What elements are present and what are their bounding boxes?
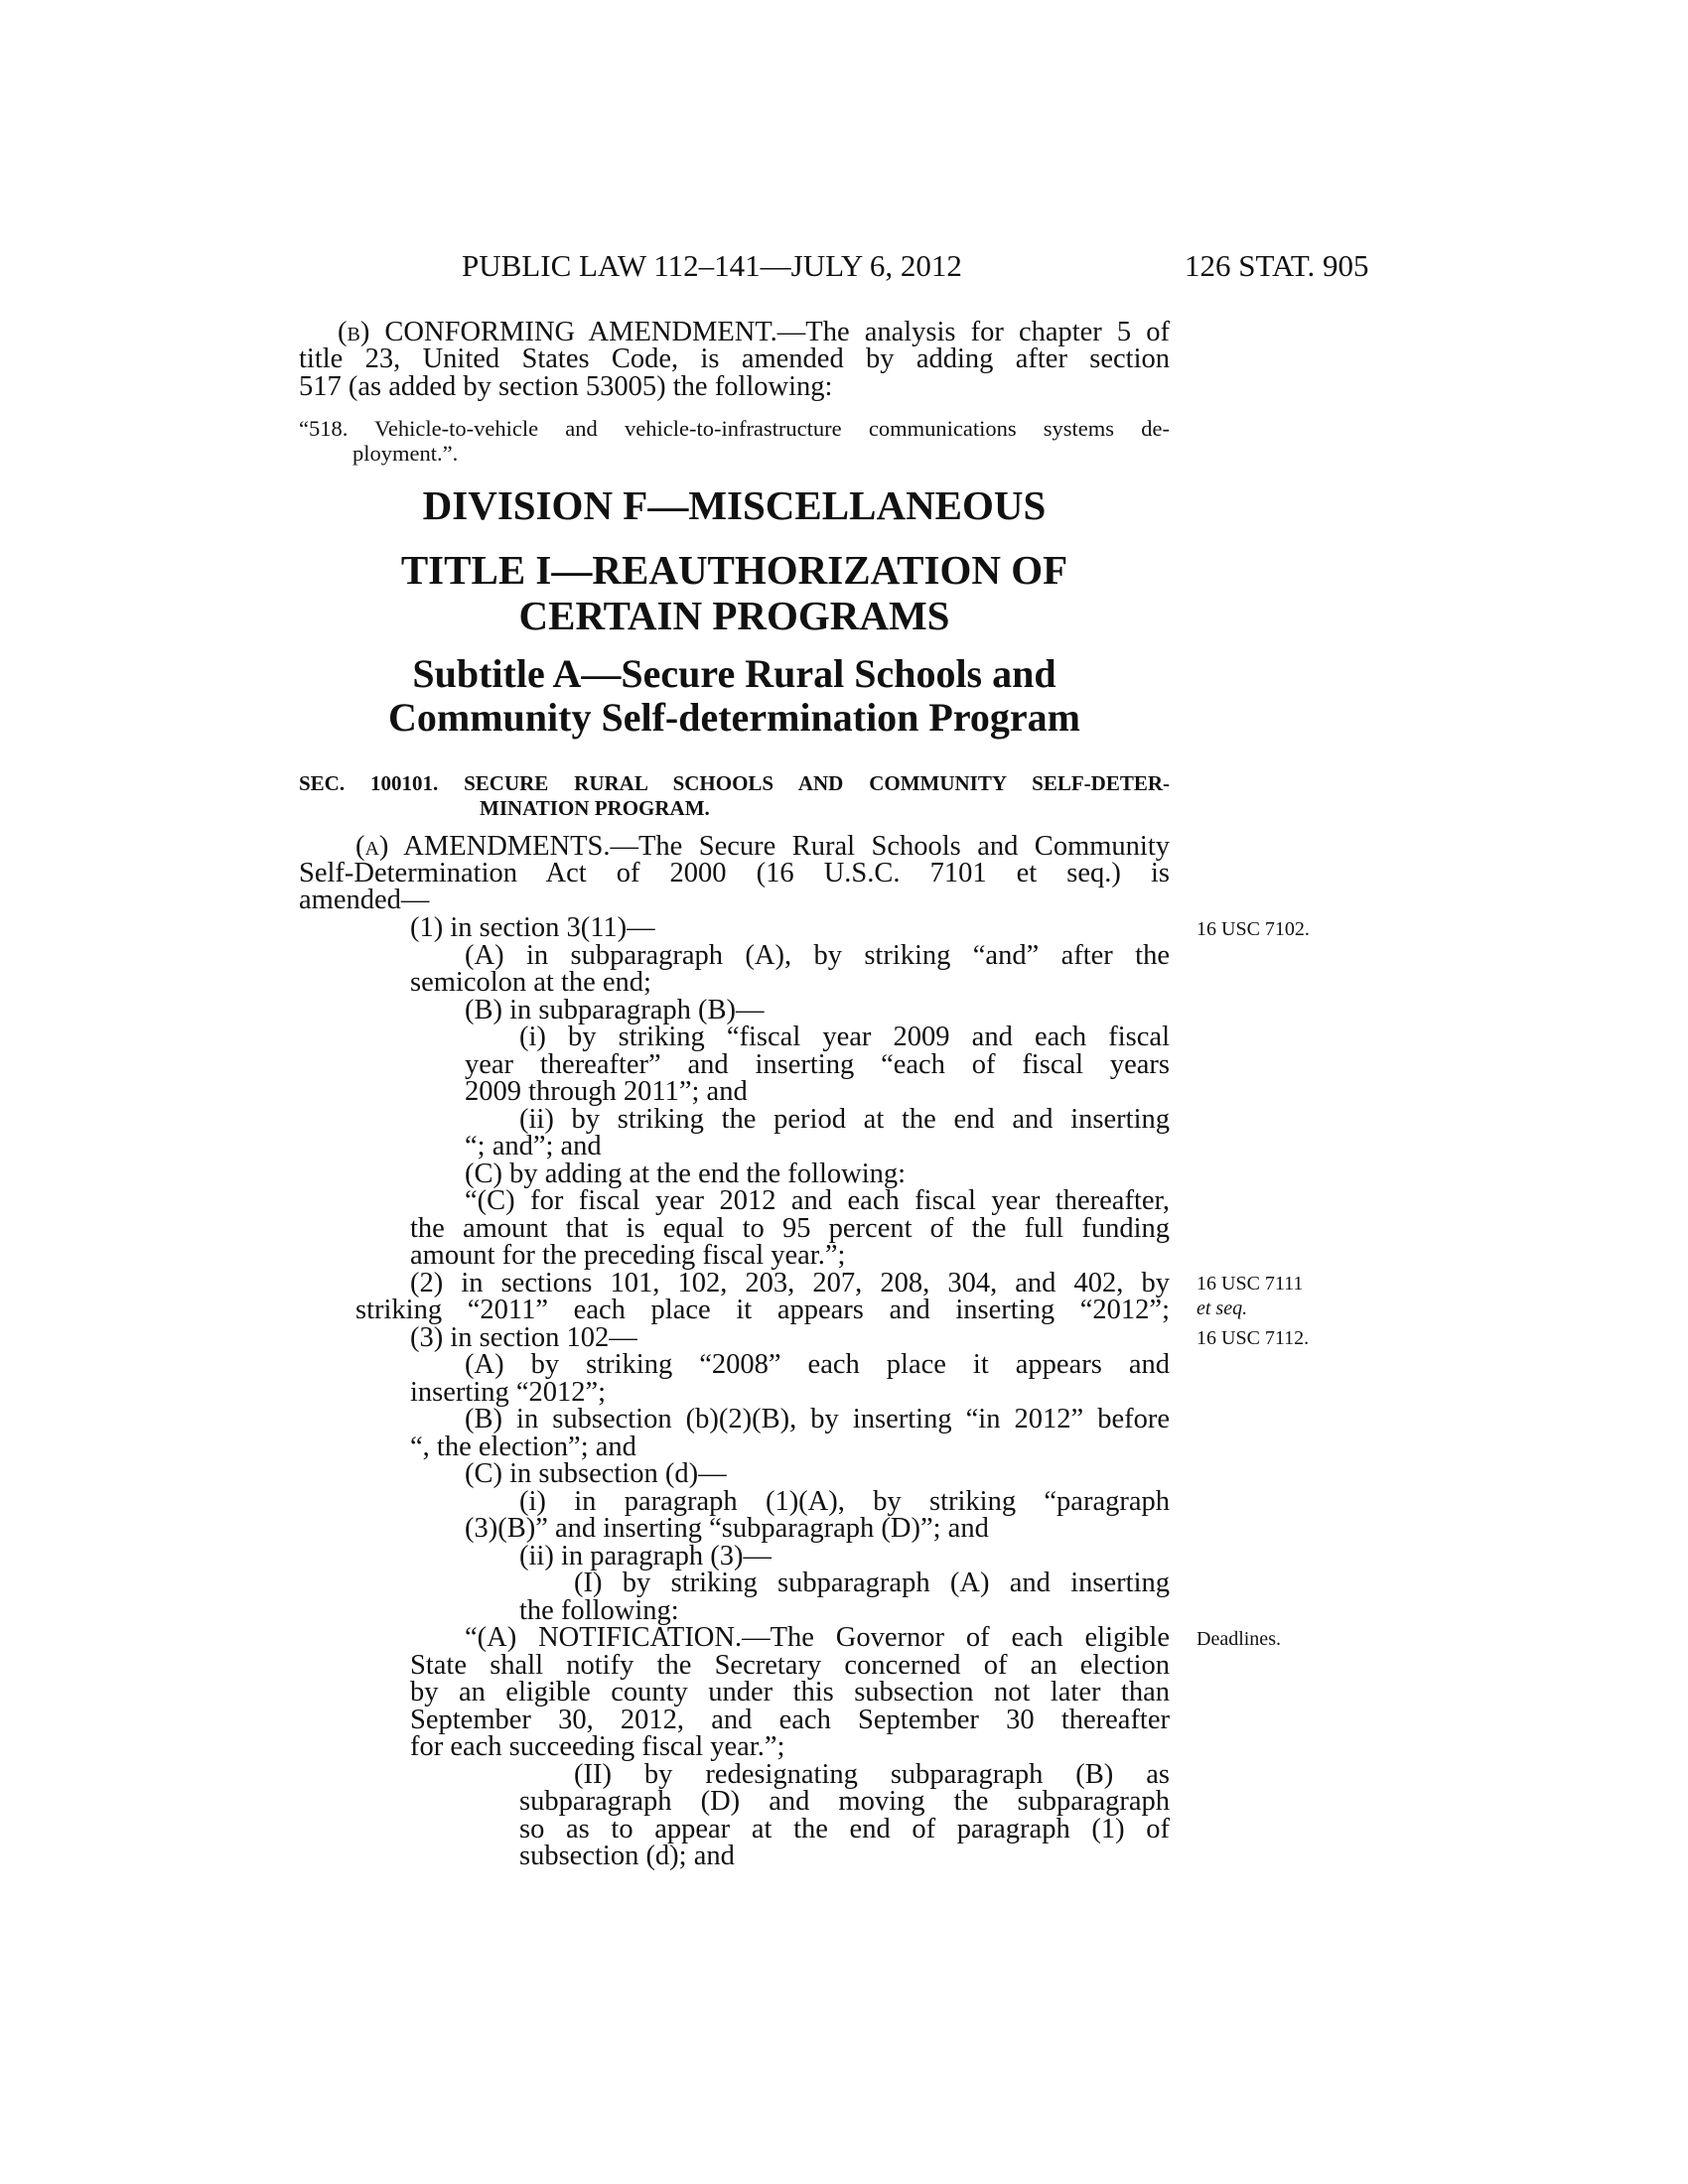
body-line: semicolon at the end; xyxy=(410,967,651,998)
body-line: (II) by redesignating subparagraph (B) as xyxy=(574,1759,1170,1790)
body-line: (B) in subsection (b)(2)(B), by inserting “in 2012” before xyxy=(465,1404,1170,1434)
body-line: (ii) by striking the period at the end and inserting xyxy=(519,1104,1170,1135)
margin-note-deadlines: Deadlines. xyxy=(1196,1628,1281,1650)
body-line: (1) in section 3(11)— xyxy=(410,912,655,943)
notification-label: “(A) NOTIFICATION. xyxy=(465,1622,743,1653)
body-line: inserting “2012”; xyxy=(410,1377,607,1408)
body-line: (I) by striking subparagraph (A) and inserting xyxy=(574,1568,1170,1598)
body-line: year thereafter” and inserting “each of fiscal years xyxy=(465,1049,1170,1080)
subtitle-heading-line-1: Subtitle A—Secure Rural Schools and xyxy=(412,651,1056,696)
body-line: September 30, 2012, and each September 30 thereafter xyxy=(410,1705,1170,1735)
page-number: 126 STAT. 905 xyxy=(1185,248,1369,283)
body-line: (C) in subsection (d)— xyxy=(465,1458,727,1489)
body-line: “, the election”; and xyxy=(410,1432,636,1462)
conforming-label: (b) CONFORMING AMENDMENT. xyxy=(338,317,777,347)
body-line: (A) in subparagraph (A), by striking “and” after the xyxy=(465,940,1170,971)
conforming-line-3: 517 (as added by section 53005) the following: xyxy=(299,371,833,402)
body-line-amendments xyxy=(355,833,1170,861)
body-line: (3) in section 102— xyxy=(410,1322,637,1353)
division-heading: DIVISION F—MISCELLANEOUS xyxy=(422,482,1047,528)
conforming-item-line-2: ployment.”. xyxy=(352,441,459,466)
margin-note-16-usc-7102: 16 USC 7102. xyxy=(1196,918,1310,940)
conforming-line-1 xyxy=(338,319,1170,346)
margin-note-et-seq: et seq. xyxy=(1196,1297,1248,1319)
title-heading-line-1: TITLE I—REAUTHORIZATION OF xyxy=(400,547,1068,593)
body-line: for each succeeding fiscal year.”; xyxy=(410,1731,785,1762)
amendments-label: (a) AMENDMENTS. xyxy=(355,831,611,862)
body-line-notification xyxy=(465,1624,1170,1652)
running-header-law: PUBLIC LAW 112–141—JULY 6, 2012 xyxy=(462,248,962,283)
body-line: by an eligible county under this subsection not later than xyxy=(410,1677,1170,1707)
conforming-line-1-text: —The analysis for chapter 5 of xyxy=(776,317,1170,347)
body-line: striking “2011” each place it appears and inserting “2012”; xyxy=(355,1295,1170,1325)
body-line: amended— xyxy=(299,885,430,915)
notification-text: —The Governor of each eligible xyxy=(742,1622,1170,1653)
title-heading-line-2: CERTAIN PROGRAMS xyxy=(518,593,950,638)
body-line: (B) in subparagraph (B)— xyxy=(465,995,765,1025)
body-line: State shall notify the Secretary concerned of an election xyxy=(410,1650,1170,1681)
body-line: the amount that is equal to 95 percent of the full funding xyxy=(410,1213,1170,1244)
conforming-item-line-1: “518. Vehicle-to-vehicle and vehicle-to-infrastructure communications systems de- xyxy=(299,416,1170,441)
margin-note-16-usc-7111: 16 USC 7111 xyxy=(1196,1273,1304,1295)
amendments-text: —The Secure Rural Schools and Community xyxy=(610,831,1170,862)
body-line: (i) by striking “fiscal year 2009 and each fiscal xyxy=(519,1022,1170,1052)
subtitle-heading-line-2: Community Self-determination Program xyxy=(388,695,1080,740)
body-line: 2009 through 2011”; and xyxy=(465,1076,748,1107)
body-line: Self-Determination Act of 2000 (16 U.S.C. 7101 et seq.) is xyxy=(299,858,1170,888)
body-line: (i) in paragraph (1)(A), by striking “paragraph xyxy=(519,1486,1170,1517)
body-line: (3)(B)” and inserting “subparagraph (D)”; and xyxy=(465,1513,989,1544)
conforming-line-2: title 23, United States Code, is amended by adding after section xyxy=(299,343,1170,374)
body-line: amount for the preceding fiscal year.”; xyxy=(410,1240,846,1271)
body-line: (C) by adding at the end the following: xyxy=(465,1159,907,1189)
body-line: so as to appear at the end of paragraph (1) of xyxy=(519,1814,1170,1844)
body-line: subparagraph (D) and moving the subparagraph xyxy=(519,1786,1170,1817)
subtitle-heading xyxy=(299,652,1170,740)
margin-note-16-usc-7112: 16 USC 7112. xyxy=(1196,1327,1310,1349)
body-line: (A) by striking “2008” each place it appears and xyxy=(465,1349,1170,1380)
body-line: (2) in sections 101, 102, 203, 207, 208, 304, and 402, by xyxy=(410,1268,1170,1298)
body-line: subsection (d); and xyxy=(519,1841,735,1871)
body-line: the following: xyxy=(519,1595,679,1626)
section-heading-line-2: MINATION PROGRAM. xyxy=(480,796,710,820)
body-line: “; and”; and xyxy=(465,1131,602,1161)
section-heading-line-1: SEC. 100101. SECURE RURAL SCHOOLS AND COMMUNITY SELF-DETER- xyxy=(299,771,1170,795)
body-line: (ii) in paragraph (3)— xyxy=(519,1541,773,1571)
body-line: “(C) for fiscal year 2012 and each fiscal year thereafter, xyxy=(465,1185,1170,1216)
title-heading xyxy=(299,547,1170,638)
